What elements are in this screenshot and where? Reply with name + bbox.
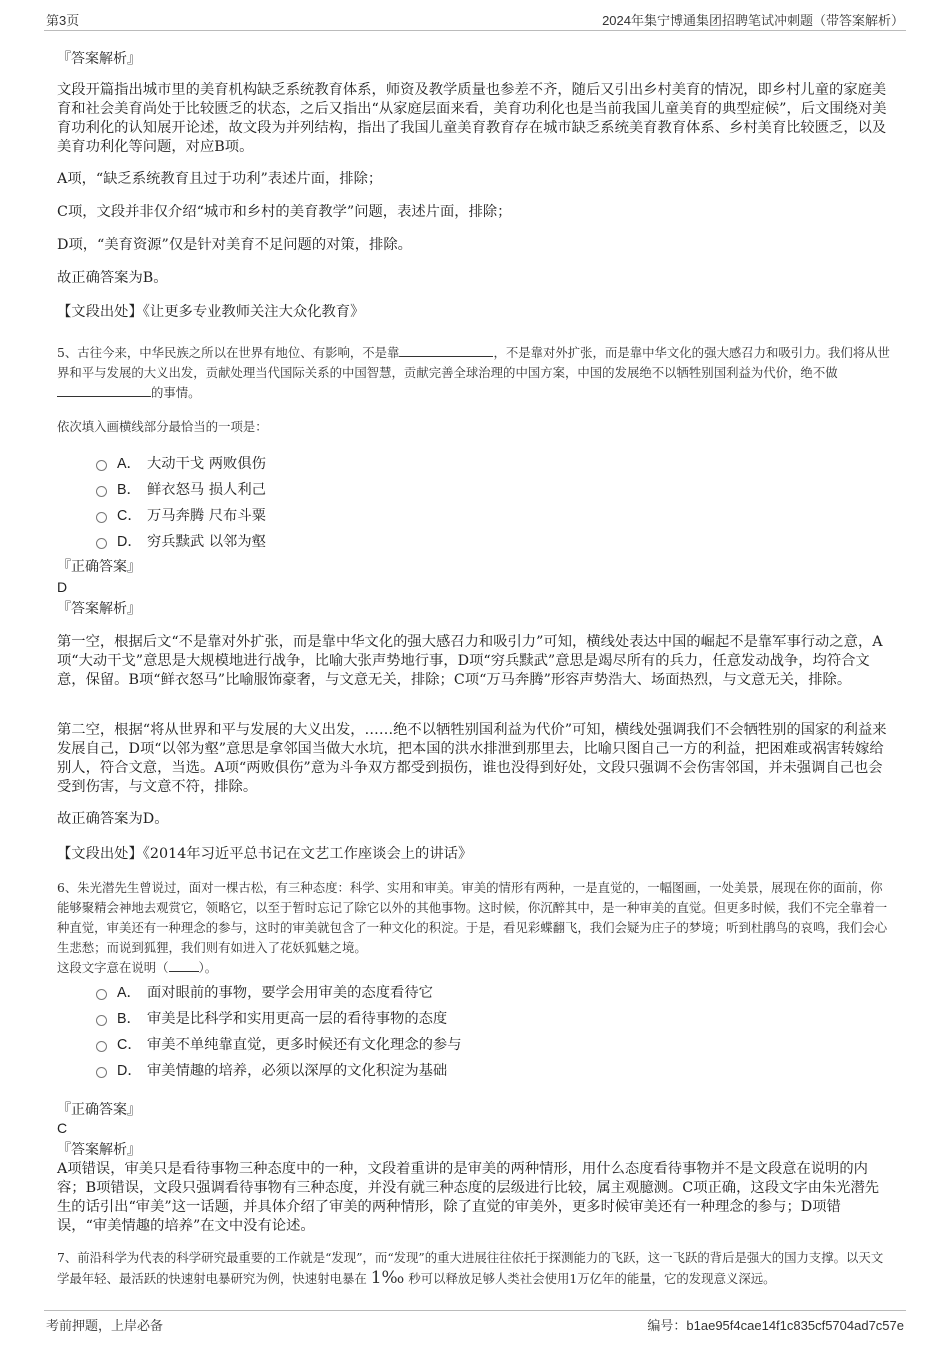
q5-correct-label: 『正确答案』: [57, 559, 141, 575]
option-text: 审美情趣的培养，必须以深厚的文化积淀为基础: [147, 1063, 448, 1079]
q6-prompt: [57, 958, 893, 978]
radio-icon[interactable]: [96, 486, 107, 497]
q7-stem-part1: 7、前沿科学为代表的科学研究最重要的工作就是“发现”，而“发现”的重大进展往往依托于探测能力的飞跃，这一飞跃的背后是强大的国力支撑。以天文学最年轻、最活跃的快速射电暴研究为例，快速射电暴在: [57, 1250, 884, 1286]
q5-conclusion: 故正确答案为D。: [57, 811, 169, 827]
header-divider: [44, 30, 906, 31]
option-text: 万马奔腾 尺布斗粟: [147, 508, 266, 524]
q4-analysis-label: 『答案解析』: [57, 51, 141, 67]
option-text: 审美不单纯靠直觉，更多时候还有文化理念的参与: [147, 1037, 462, 1053]
radio-icon[interactable]: [96, 989, 107, 1000]
q5-blank-1: [399, 344, 493, 357]
document-id: 编号：b1ae95f4cae14f1c835cf5704ad7c57e: [647, 1318, 904, 1333]
radio-icon[interactable]: [96, 538, 107, 549]
q5-option-c[interactable]: [96, 505, 266, 525]
q6-correct-answer: C: [57, 1120, 68, 1136]
q5-stem-part2: ，不是靠对外扩张，而是靠中华文化的强大感召力和吸引力。我们将从世界和平与发展的大义出发，贡献处理当代国际关系的中国智慧，贡献完善全球治理的中国方案，中国的发展绝不以牺牲别国利益为代价，绝不做: [57, 345, 890, 380]
q5-stem-part1: 5、古往今来，中华民族之所以在世界有地位、有影响，不是靠: [57, 345, 400, 360]
q4-analysis: 文段开篇指出城市里的美育机构缺乏系统教育体系，师资及教学质量也参差不齐，随后又引出乡村美育的情况，即乡村儿童的家庭美育和社会美育尚处于比较匮乏的状态，之后又指出“从家庭层面来看，美育功利化也是当前我国儿童美育的典型症候”，后文围绕对美育功利化的认知展开论述，故文段为并列结构，指出了我国儿童美育教育存在城市缺乏系统美育教育体系、乡村美育比较匮乏，以及美育功利化等问题，对应B项。: [57, 82, 887, 155]
q5-option-b[interactable]: [96, 479, 266, 499]
q6-analysis-label: 『答案解析』: [57, 1142, 141, 1158]
q6-option-a[interactable]: [96, 982, 433, 1002]
q4-source: 【文段出处】《让更多专业教师关注大众化教育》: [57, 304, 365, 320]
option-letter: A．: [117, 985, 141, 1001]
q6-correct-label: 『正确答案』: [57, 1102, 141, 1118]
q6-prompt-part1: 这段文字意在说明（: [57, 960, 169, 975]
q4-option-d-note: D项，“美育资源”仅是针对美育不足问题的对策，排除。: [57, 237, 412, 253]
q4-option-c-note: C项，文段并非仅介绍“城市和乡村的美育教学”问题，表述片面，排除；: [57, 204, 512, 220]
q5-analysis-p1: 第一空，根据后文“不是靠对外扩张，而是靠中华文化的强大感召力和吸引力”可知，横线处表达中国的崛起不是靠军事行动之意，A项“大动干戈”意思是大规模地进行战争，比喻大张声势地行事，D项“穷兵黩武”意思是竭尽所有的兵力，任意发动战争，均符合文意，保留。B项“鲜衣怒马”比喻服饰豪奢，与文意无关，排除；C项“万马奔腾”形容声势浩大、场面热烈，与文意无关，排除。: [57, 634, 883, 688]
option-letter: D．: [117, 1063, 142, 1079]
q5-analysis-label: 『答案解析』: [57, 601, 141, 617]
q7-stem-part2: 秒可以释放足够人类社会使用1万亿年的能量，它的发现意义深远。: [408, 1271, 776, 1286]
option-letter: B．: [117, 482, 141, 498]
document-title: 2024年集宁博通集团招聘笔试冲刺题（带答案解析）: [602, 13, 904, 28]
radio-icon[interactable]: [96, 1041, 107, 1052]
footer-divider: [44, 1310, 906, 1311]
q4-conclusion: 故正确答案为B。: [57, 270, 168, 286]
option-text: 鲜衣怒马 损人利己: [147, 482, 266, 498]
radio-icon[interactable]: [96, 1015, 107, 1026]
q6-option-b[interactable]: [96, 1008, 447, 1028]
q5-option-a[interactable]: [96, 453, 266, 473]
q5-option-d[interactable]: [96, 531, 266, 551]
q6-option-c[interactable]: [96, 1034, 462, 1054]
q7-stem: [57, 1248, 893, 1289]
q5-blank-2: [57, 384, 151, 397]
footer-slogan: 考前押题，上岸必备: [46, 1318, 164, 1333]
option-letter: A．: [117, 456, 141, 472]
q5-source: 【文段出处】《2014年习近平总书记在文艺工作座谈会上的讲话》: [57, 846, 473, 862]
page-number: 第3页: [46, 13, 80, 28]
q5-stem-part3: 的事情。: [151, 385, 201, 400]
q5-prompt: 依次填入画横线部分最恰当的一项是：: [57, 419, 268, 434]
q4-option-a-note: A项，“缺乏系统教育且过于功利”表述片面，排除；: [57, 171, 383, 187]
option-letter: D．: [117, 534, 142, 550]
option-letter: C．: [117, 1037, 142, 1053]
option-text: 审美是比科学和实用更高一层的看待事物的态度: [147, 1011, 448, 1027]
radio-icon[interactable]: [96, 460, 107, 471]
radio-icon[interactable]: [96, 512, 107, 523]
option-text: 穷兵黩武 以邻为壑: [147, 534, 266, 550]
q6-analysis: A项错误，审美只是看待事物三种态度中的一种，文段着重讲的是审美的两种情形，用什么态度看待事物并不是文段意在说明的内容；B项错误，文段只强调看待事物有三种态度，并没有就三种态度的层级进行比较，属主观臆测。C项正确，这段文字由朱光潜先生的话引出“审美”这一话题，并具体介绍了审美的两种情形，除了直觉的审美外，更多时候审美还有一种理念的参与；D项错误，“审美情趣的培养”在文中没有论述。: [57, 1161, 880, 1234]
q6-blank: [169, 971, 199, 972]
q6-stem: 6、朱光潜先生曾说过，面对一棵古松，有三种态度：科学、实用和审美。审美的情形有两种，一是直觉的，一幅图画，一处美景，展现在你的面前，你能够聚精会神地去观赏它，领略它，以至于暂时忘记了除它以外的其他事物。这时候，你沉醉其中，是一种审美的直觉。但更多时候，我们不完全靠着一种直觉，审美还有一种理念的参与，这时的审美就包含了一种文化的积淀。于是，看见彩蝶翻飞，我们会疑为庄子的梦境；听到杜鹃鸟的哀鸣，我们会心生悲愁；而说到狐狸，我们则有如进入了花妖狐魅之境。: [57, 880, 888, 955]
option-letter: C．: [117, 508, 142, 524]
q5-correct-answer: D: [57, 579, 68, 595]
q5-stem: [57, 343, 893, 403]
option-letter: B．: [117, 1011, 141, 1027]
q6-prompt-part2: ）。: [198, 960, 218, 975]
radio-icon[interactable]: [96, 1067, 107, 1078]
option-text: 大动干戈 两败俱伤: [147, 456, 266, 472]
option-text: 面对眼前的事物，要学会用审美的态度看待它: [147, 985, 433, 1001]
q7-permille: 1‰: [370, 1268, 405, 1288]
q6-option-d[interactable]: [96, 1060, 447, 1080]
q5-analysis-p2: 第二空，根据“将从世界和平与发展的大义出发，……绝不以牺牲别国利益为代价”可知，横线处强调我们不会牺牲别的国家的利益来发展自己，D项“以邻为壑”意思是拿邻国当做大水坑，把本国的洪水排泄到那里去，比喻只图自己一方的利益，把困难或祸害转嫁给别人，符合文意，当选。A项“两败俱伤”意为斗争双方都受到损伤，谁也没得到好处，文段只强调不会伤害邻国，并未强调自己也会受到伤害，与文意不符，排除。: [57, 722, 887, 795]
